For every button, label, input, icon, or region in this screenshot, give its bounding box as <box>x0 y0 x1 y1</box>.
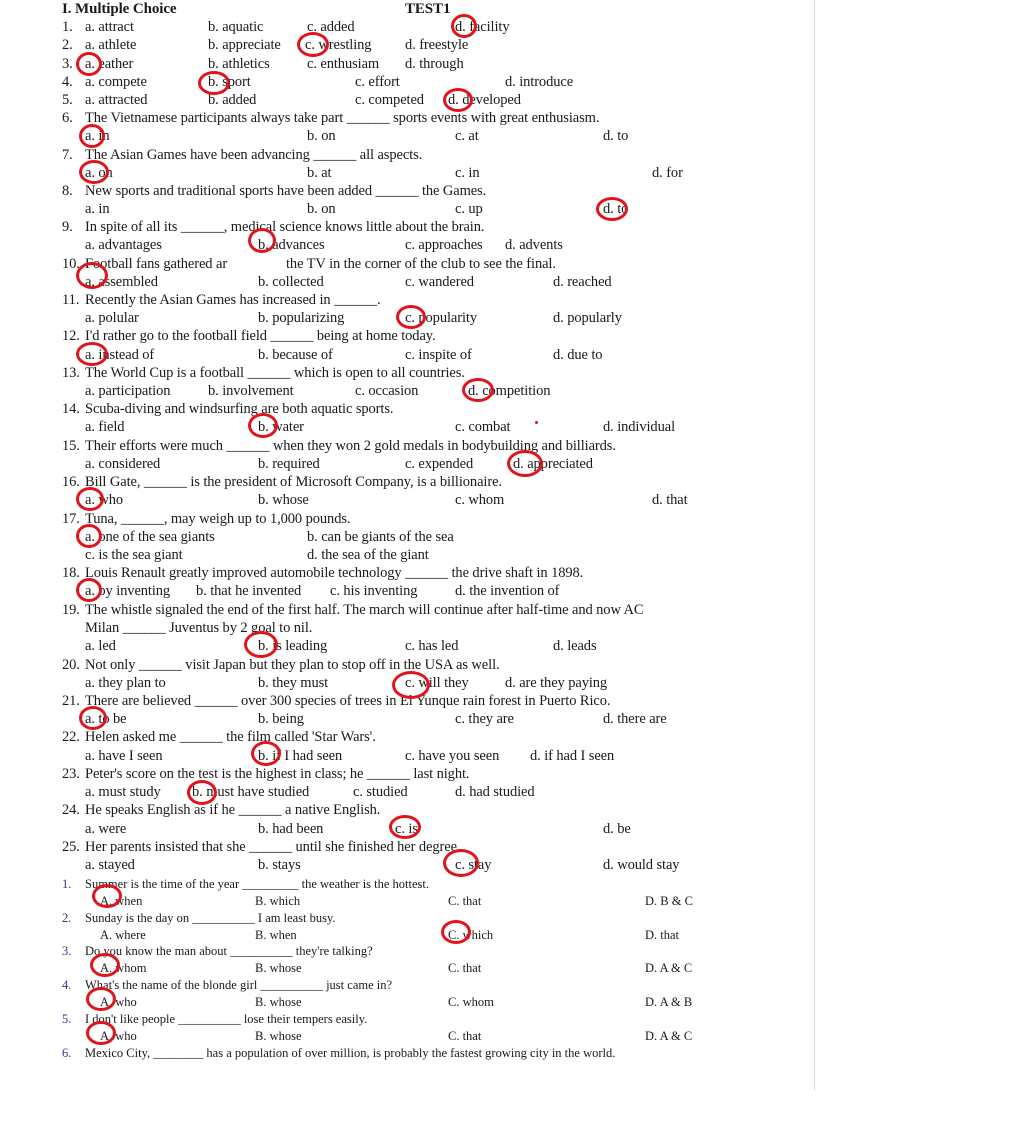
answer-circle-mark <box>251 741 281 766</box>
answer-option: a. who <box>85 492 124 508</box>
answer-option: b. because of <box>258 347 333 363</box>
answer-circle-mark <box>392 671 430 699</box>
answer-option: c. added <box>307 19 355 35</box>
answer-option: b. stays <box>258 857 301 873</box>
answer-option: d. be <box>603 821 631 837</box>
answer-option: c. at <box>455 128 479 144</box>
question-text: Bill Gate, ______ is the president of Microsoft Company, is a billionaire. <box>85 474 502 490</box>
question-number: 10. <box>62 256 80 272</box>
answer-option: c. is <box>395 821 418 837</box>
answer-option: B. which <box>255 894 301 908</box>
answer-option: B. when <box>255 928 297 942</box>
answer-circle-mark <box>76 524 102 548</box>
answer-circle-mark <box>389 815 421 839</box>
answer-option: d. there are <box>603 711 667 727</box>
answer-option: c. have you seen <box>405 748 500 764</box>
answer-option: a. by inventing <box>85 583 171 599</box>
answer-option: a. one of the sea giants <box>85 529 215 545</box>
question-number: 19. <box>62 602 80 618</box>
answer-option: c. wandered <box>405 274 474 290</box>
answer-circle-mark <box>76 578 102 602</box>
answer-option: C. that <box>448 1029 482 1043</box>
answer-option: b. added <box>208 92 257 108</box>
question-text: Football fans gathered ar <box>85 256 228 272</box>
answer-option: a. attracted <box>85 92 148 108</box>
answer-option: d. to <box>603 128 629 144</box>
answer-option: c. occasion <box>355 383 419 399</box>
answer-option: c. his inventing <box>330 583 418 599</box>
answer-option: b. if I had seen <box>258 748 343 764</box>
answer-option: a. in <box>85 128 110 144</box>
question-text: Peter's score on the test is the highest in class; he ______ last night. <box>85 766 470 782</box>
answer-option: c. approaches <box>405 237 483 253</box>
answer-option: D. A & C <box>645 1029 693 1043</box>
answer-option: d. reached <box>553 274 612 290</box>
question-number: 1. <box>62 19 73 35</box>
question-text: Her parents insisted that she ______ until she finished her degree. <box>85 839 461 855</box>
answer-circle-mark <box>76 262 108 289</box>
answer-option: B. whose <box>255 995 302 1009</box>
answer-circle-mark <box>86 1021 116 1045</box>
answer-circle-mark <box>443 88 473 112</box>
answer-option: D. B & C <box>645 894 693 908</box>
answer-option: b. athletics <box>208 56 270 72</box>
answer-option: c. stay <box>455 857 492 873</box>
question-text: He speaks English as if he ______ a native English. <box>85 802 381 818</box>
answer-option: c. combat <box>455 419 511 435</box>
answer-option: b. on <box>307 201 336 217</box>
question-number: 18. <box>62 565 80 581</box>
answer-circle-mark <box>90 953 120 977</box>
question-number: 3. <box>62 56 73 72</box>
answer-option: C. whom <box>448 995 494 1009</box>
answer-option: b. advances <box>258 237 325 253</box>
answer-circle-mark <box>462 378 494 402</box>
page-edge-line <box>814 0 815 1090</box>
question-text: Tuna, ______, may weigh up to 1,000 pounds. <box>85 511 351 527</box>
question-number: 17. <box>62 511 80 527</box>
question-number: 11. <box>62 292 80 308</box>
answer-option: c. effort <box>355 74 400 90</box>
question-text: Milan ______ Juventus by 2 goal to nil. <box>85 620 313 636</box>
question-number: 13. <box>62 365 80 381</box>
answer-option: c. they are <box>455 711 514 727</box>
answer-option: B. whose <box>255 1029 302 1043</box>
question-text: There are believed ______ over 300 species of trees in El Yunque rain forest in Puerto Rico. <box>85 693 611 709</box>
answer-option: D. A & B <box>645 995 693 1009</box>
answer-option: b. had been <box>258 821 324 837</box>
question-text: Do you know the man about __________ they're talking? <box>85 944 373 958</box>
answer-option: c. competed <box>355 92 424 108</box>
answer-option: b. aquatic <box>208 19 264 35</box>
answer-circle-mark <box>396 305 426 329</box>
answer-option: A. who <box>100 1029 137 1043</box>
answer-option: A. when <box>100 894 143 908</box>
answer-option: b. sport <box>208 74 251 90</box>
answer-option: a. they plan to <box>85 675 166 691</box>
answer-option: d. individual <box>603 419 676 435</box>
answer-option: b. they must <box>258 675 329 691</box>
question-number: 14. <box>62 401 80 417</box>
answer-option: a. must study <box>85 784 161 800</box>
answer-option: a. participation <box>85 383 171 399</box>
answer-option: b. required <box>258 456 320 472</box>
answer-option: d. had studied <box>455 784 535 800</box>
question-text: New sports and traditional sports have been added ______ the Games. <box>85 183 487 199</box>
answer-circle-mark <box>187 780 217 805</box>
question-number: 23. <box>62 766 80 782</box>
answer-option: d. facility <box>455 19 510 35</box>
answer-option: c. studied <box>353 784 408 800</box>
answer-option: a. led <box>85 638 116 654</box>
answer-option: d. that <box>652 492 688 508</box>
question-number: 22. <box>62 729 80 745</box>
section-title: I. Multiple Choice <box>62 1 177 17</box>
test-title: TEST1 <box>405 1 451 17</box>
answer-option: a. compete <box>85 74 147 90</box>
answer-circle-mark <box>248 228 276 253</box>
answer-circle-mark <box>92 884 122 908</box>
answer-option: d. if had I seen <box>530 748 615 764</box>
answer-option: d. are they paying <box>505 675 608 691</box>
answer-circle-mark <box>441 920 471 944</box>
answer-option: D. that <box>645 928 680 942</box>
answer-circle-mark <box>244 631 278 658</box>
answer-option: d. through <box>405 56 464 72</box>
answer-option: C. that <box>448 894 482 908</box>
answer-option: b. that he invented <box>196 583 302 599</box>
answer-circle-mark <box>86 987 116 1011</box>
answer-option: A. where <box>100 928 146 942</box>
answer-circle-mark <box>79 706 107 730</box>
answer-option: d. for <box>652 165 683 181</box>
answer-option: A. whom <box>100 961 147 975</box>
question-number: 3. <box>62 944 72 958</box>
question-text: I'd rather go to the football field ______ being at home today. <box>85 328 436 344</box>
answer-option: C. that <box>448 961 482 975</box>
question-text: Sunday is the day on __________ I am least busy. <box>85 911 336 925</box>
question-number: 6. <box>62 1046 72 1060</box>
answer-option: b. is leading <box>258 638 328 654</box>
answer-option: b. on <box>307 128 336 144</box>
answer-option: d. advents <box>505 237 563 253</box>
answer-option: a. were <box>85 821 127 837</box>
question-number: 16. <box>62 474 80 490</box>
answer-option: a. field <box>85 419 125 435</box>
answer-circle-mark <box>507 450 543 477</box>
answer-option: c. in <box>455 165 480 181</box>
answer-option: a. instead of <box>85 347 155 363</box>
question-number: 1. <box>62 877 72 891</box>
answer-option: b. appreciate <box>208 37 281 53</box>
answer-option: c. is the sea giant <box>85 547 183 563</box>
answer-circle-mark <box>198 71 230 95</box>
answer-option: a. to be <box>85 711 127 727</box>
question-number: 4. <box>62 74 73 90</box>
answer-option: c. expended <box>405 456 474 472</box>
answer-option: D. A & C <box>645 961 693 975</box>
question-text: The whistle signaled the end of the first half. The march will continue after half-time and now AC <box>85 602 644 618</box>
question-text: the TV in the corner of the club to see the final. <box>286 256 556 272</box>
answer-option: d. to <box>603 201 629 217</box>
answer-option: b. whose <box>258 492 309 508</box>
question-number: 21. <box>62 693 80 709</box>
answer-option: c. up <box>455 201 483 217</box>
answer-circle-mark <box>443 849 479 877</box>
question-number: 15. <box>62 438 80 454</box>
question-number: 2. <box>62 37 73 53</box>
answer-option: b. collected <box>258 274 324 290</box>
question-text: Recently the Asian Games has increased in ______. <box>85 292 381 308</box>
answer-option: c. popularity <box>405 310 477 326</box>
answer-option: b. must have studied <box>192 784 310 800</box>
answer-option: d. freestyle <box>405 37 469 53</box>
answer-option: a. attract <box>85 19 134 35</box>
answer-option: A. who <box>100 995 137 1009</box>
answer-circle-mark <box>76 342 108 366</box>
question-number: 6. <box>62 110 73 126</box>
answer-option: c. will they <box>405 675 469 691</box>
question-text: In spite of all its ______, medical science knows little about the brain. <box>85 219 485 235</box>
question-text: The Asian Games have been advancing ______ all aspects. <box>85 147 423 163</box>
answer-circle-mark <box>451 14 477 38</box>
question-text: I don't like people __________ lose their tempers easily. <box>85 1012 368 1026</box>
answer-option: d. the invention of <box>455 583 560 599</box>
answer-option: c. enthusiam <box>307 56 380 72</box>
question-number: 8. <box>62 183 73 199</box>
question-text: Their efforts were much ______ when they won 2 gold medals in bodybuilding and billiards. <box>85 438 616 454</box>
question-text: Summer is the time of the year _________ the weather is the hottest. <box>85 877 430 891</box>
answer-option: d. introduce <box>505 74 574 90</box>
answer-option: B. whose <box>255 961 302 975</box>
question-number: 4. <box>62 978 72 992</box>
answer-option: c. wrestling <box>305 37 372 53</box>
answer-option: a. in <box>85 201 110 217</box>
answer-circle-mark <box>79 160 109 184</box>
answer-option: c. whom <box>455 492 505 508</box>
question-text: Scuba-diving and windsurfing are both aquatic sports. <box>85 401 394 417</box>
question-text: Mexico City, ________ has a population of over million, is probably the fastest growing city in the world. <box>85 1046 616 1060</box>
answer-circle-mark <box>76 52 102 76</box>
answer-option: a. advantages <box>85 237 162 253</box>
answer-option: b. at <box>307 165 332 181</box>
question-number: 25. <box>62 839 80 855</box>
answer-option: a. have I seen <box>85 748 163 764</box>
answer-option: d. popularly <box>553 310 622 326</box>
question-text: Not only ______ visit Japan but they plan to stop off in the USA as well. <box>85 657 500 673</box>
answer-circle-mark <box>79 124 105 148</box>
answer-option: a. stayed <box>85 857 135 873</box>
answer-option: b. popularizing <box>258 310 345 326</box>
answer-option: c. has led <box>405 638 459 654</box>
question-number: 2. <box>62 911 72 925</box>
answer-option: a. eather <box>85 56 134 72</box>
question-text: Helen asked me ______ the film called 'Star Wars'. <box>85 729 376 745</box>
answer-option: a. athlete <box>85 37 137 53</box>
answer-option: d. would stay <box>603 857 680 873</box>
answer-option: a. on <box>85 165 113 181</box>
question-number: 12. <box>62 328 80 344</box>
answer-option: a. polular <box>85 310 139 326</box>
answer-option: b. can be giants of the sea <box>307 529 454 545</box>
answer-option: d. due to <box>553 347 603 363</box>
question-number: 7. <box>62 147 73 163</box>
question-text: The Vietnamese participants always take part ______ sports events with great enthusiasm. <box>85 110 600 126</box>
question-text: Louis Renault greatly improved automobile technology ______ the drive shaft in 1898. <box>85 565 584 581</box>
stray-ink-dot <box>535 421 538 424</box>
question-text: What's the name of the blonde girl __________ just came in? <box>85 978 393 992</box>
question-number: 5. <box>62 92 73 108</box>
answer-option: d. leads <box>553 638 597 654</box>
question-text: The World Cup is a football ______ which is open to all countries. <box>85 365 465 381</box>
answer-circle-mark <box>76 487 104 511</box>
answer-option: d. competition <box>468 383 551 399</box>
answer-option: a. assembled <box>85 274 158 290</box>
answer-option: b. being <box>258 711 304 727</box>
answer-option: a. considered <box>85 456 161 472</box>
question-number: 5. <box>62 1012 72 1026</box>
answer-option: d. developed <box>448 92 521 108</box>
answer-option: b. involvement <box>208 383 294 399</box>
answer-option: d. the sea of the giant <box>307 547 429 563</box>
answer-circle-mark <box>248 413 278 438</box>
answer-option: d. appreciated <box>513 456 593 472</box>
answer-option: b. water <box>258 419 304 435</box>
answer-option: C. which <box>448 928 494 942</box>
answer-option: c. inspite of <box>405 347 472 363</box>
answer-circle-mark <box>596 197 628 221</box>
question-number: 24. <box>62 802 80 818</box>
answer-circle-mark <box>297 32 329 57</box>
question-number: 9. <box>62 219 73 235</box>
question-number: 20. <box>62 657 80 673</box>
